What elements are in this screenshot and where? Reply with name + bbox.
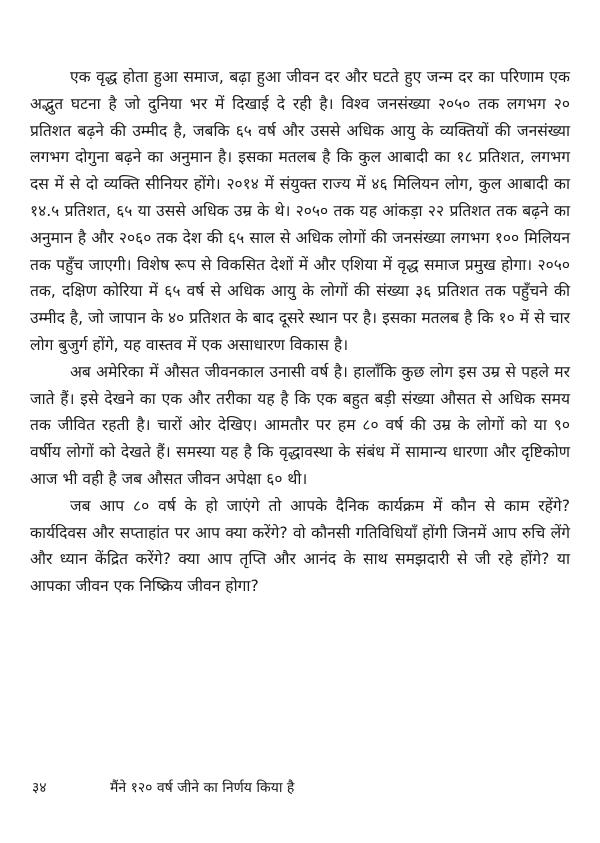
paragraph-2: अब अमेरिका में औसत जीवनकाल उनासी वर्ष है। हालाँकि कुछ लोग इस उम्र से पहले मर जाते हैं। इसे देखने का एक और तरीका यह है कि एक बहुत बड़ी संख्या औसत से अधिक समय तक जीवित रहती है। चारों ओर देखिए। आमतौर पर हम ८० वर्ष की उम्र के लोगों को या ९० वर्षीय लोगों को देखते हैं। समस्या यह है कि वृद्धावस्था के संबंध में सामान्य धारणा और दृष्टिकोण आज भी वही है जब औसत जीवन अपेक्षा ६० थी। xyxy=(30,362,570,488)
page-number: ३४ xyxy=(32,780,47,796)
paragraph-3: जब आप ८० वर्ष के हो जाएंगे तो आपके दैनिक कार्यक्रम में कौन से काम रहेंगे? कार्यदिवस और सप्ताहांत पर आप क्या करेंगे? वो कौनसी गतिविधियाँ होंगी जिनमें आप रुचि लेंगे और ध्यान केंद्रित करेंगे? क्या आप तृप्ति और आनंद के साथ समझदारी से जी रहे होंगे? या आपका जीवन एक निष्क्रिय जीवन होगा? xyxy=(30,496,570,596)
page-footer xyxy=(32,776,572,800)
paragraph-1: एक वृद्ध होता हुआ समाज, बढ़ा हुआ जीवन दर और घटते हुए जन्म दर का परिणाम एक अद्भुत घटना है जो दुनिया भर में दिखाई दे रही है। विश्व जनसंख्या २०५० तक लगभग २० प्रतिशत बढ़ने की उम्मीद है, जबकि ६५ वर्ष और उससे अधिक आयु के व्यक्तियों की जनसंख्या लगभग दोगुना बढ़ने का अनुमान है। इसका मतलब है कि कुल आबादी का १८ प्रतिशत, लगभग दस में से दो व्यक्ति सीनियर होंगे। २०१४ में संयुक्त राज्य में ४६ मिलियन लोग, कुल आबादी का १४.५ प्रतिशत, ६५ या उससे अधिक उम्र के थे। २०५० तक यह आंकड़ा २२ प्रतिशत तक बढ़ने का अनुमान है और २०६० तक देश की ६५ साल से अधिक लोगों की जनसंख्या लगभग १०० मिलियन तक पहुँच जाएगी। विशेष रूप से विकसित देशों में और एशिया में वृद्ध समाज प्रमुख होगा। २०५० तक, दक्षिण कोरिया में ६५ वर्ष से अधिक आयु के लोगों की संख्या ३६ प्रतिशत तक पहुँचने की उम्मीद है, जो जापान के ४० प्रतिशत के बाद दूसरे स्थान पर है। इसका मतलब है कि १० में से चार लोग बुजुर्ग होंगे, यह वास्तव में एक असाधारण विकास है। xyxy=(30,68,570,354)
running-title: मैंने १२० वर्ष जीने का निर्णय किया है xyxy=(110,780,295,796)
body-text xyxy=(30,64,570,600)
